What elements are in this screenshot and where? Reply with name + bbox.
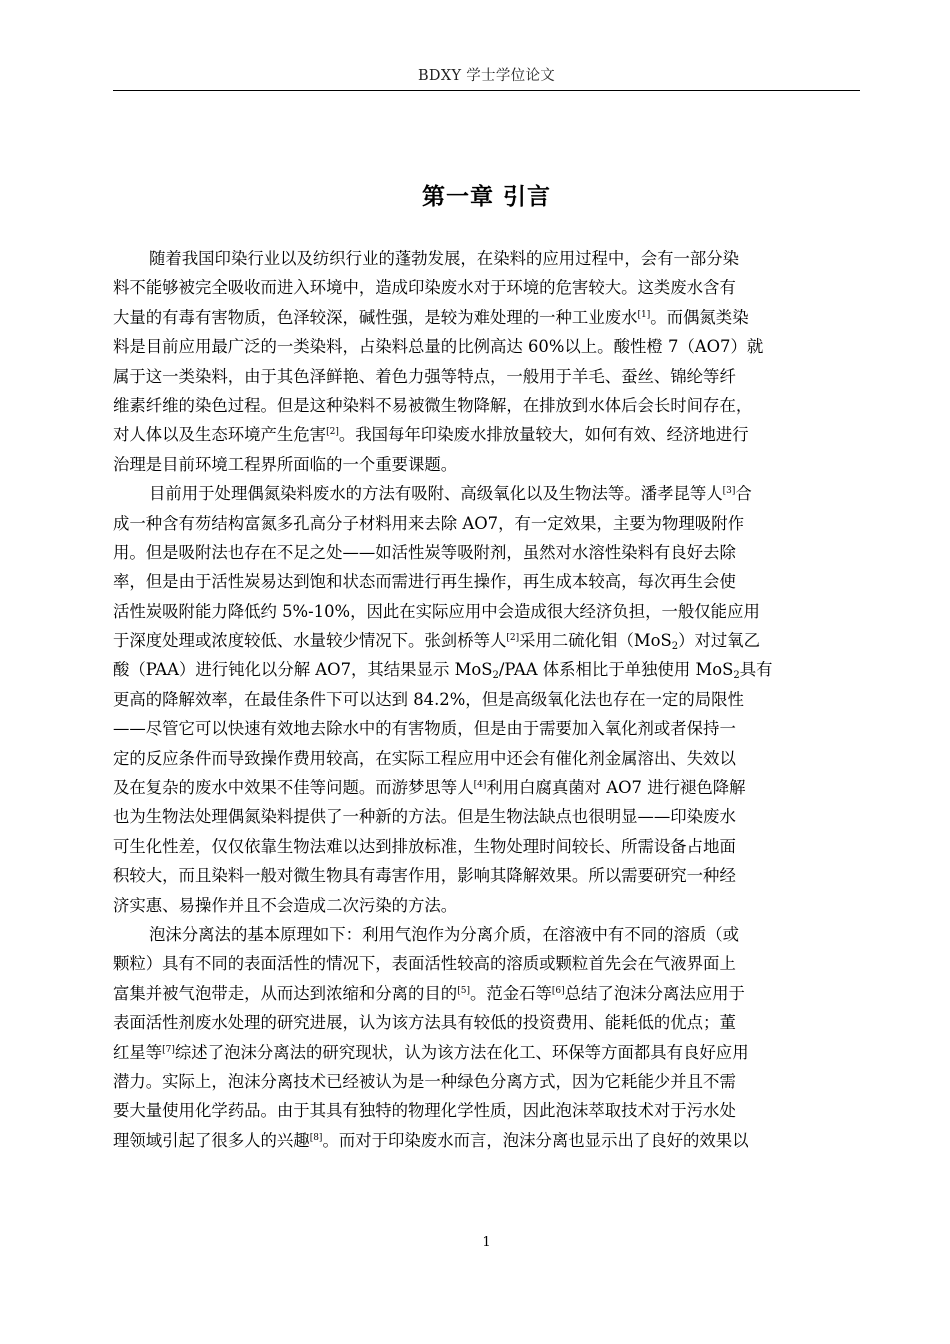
text-line: 料不能够被完全吸收而进入环境中，造成印染废水对于环境的危害较大。这类废水含有 xyxy=(113,278,736,298)
citation: [5] xyxy=(457,985,470,996)
text-line: 颗粒）具有不同的表面活性的情况下，表面活性较高的溶质或颗粒首先会在气液界面上 xyxy=(113,954,736,974)
citation: [1] xyxy=(637,309,651,320)
body-text xyxy=(113,244,860,1155)
text-line: 目前用于处理偶氮染料废水的方法有吸附、高级氧化以及生物法等。潘孝昆等人[3]合 xyxy=(149,484,752,504)
subscript: 2 xyxy=(671,641,679,653)
text-line: 活性炭吸附能力降低约 5%-10%，因此在实际应用中会造成很大经济负担，一般仅能应用 xyxy=(113,601,760,621)
text-line: 表面活性剂废水处理的研究进展，认为该方法具有较低的投资费用、能耗低的优点；董 xyxy=(113,1013,736,1033)
text-line: 红星等[7]综述了泡沫分离法的研究现状，认为该方法在化工、环保等方面都具有良好应用 xyxy=(113,1042,749,1062)
header-rule xyxy=(113,90,860,91)
subscript: 2 xyxy=(733,670,740,682)
text-line: 及在复杂的废水中效果不佳等问题。而游梦思等人[4]利用白腐真菌对 AO7 进行褪色降解 xyxy=(113,778,746,798)
text-line: 酸（PAA）进行钝化以分解 AO7，其结果显示 MoS$_2$/PAA 体系相比于单独使用 MoS$_2$具有 xyxy=(113,660,773,682)
text-line: 泡沫分离法的基本原理如下：利用气泡作为分离介质，在溶液中有不同的溶质（或 xyxy=(149,924,740,944)
citation: [7] xyxy=(162,1044,175,1055)
citation: [2] xyxy=(326,427,339,438)
page-number: 1 xyxy=(482,1235,491,1250)
text-line: 随着我国印染行业以及纺织行业的蓬勃发展，在染料的应用过程中，会有一部分染 xyxy=(149,249,740,268)
text-line: 维素纤维的染色过程。但是这种染料不易被微生物降解，在排放到水体后会长时间存在， xyxy=(113,395,753,415)
text-line: 成一种含有芴结构富氮多孔高分子材料用来去除 AO7，有一定效果，主要为物理吸附作 xyxy=(113,513,744,533)
text-line: ——尽管它可以快速有效地去除水中的有害物质，但是由于需要加入氧化剂或者保持一 xyxy=(113,719,736,739)
subscript: 2 xyxy=(492,670,499,682)
text-line: 治理是目前环境工程界所面临的一个重要课题。 xyxy=(113,454,458,474)
text-line: 于深度处理或浓度较低、水量较少情况下。张剑桥等人[2]采用二硫化钼（MoS$_2$）对过氧乙 xyxy=(113,631,761,653)
text-line: 大量的有毒有害物质，色泽较深，碱性强，是较为难处理的一种工业废水[1]。而偶氮类染 xyxy=(113,307,749,327)
text-line: 定的反应条件而导致操作费用较高，在实际工程应用中还会有催化剂金属溶出、失效以 xyxy=(113,748,736,768)
text-line: 潜力。实际上，泡沫分离技术已经被认为是一种绿色分离方式，因为它耗能少并且不需 xyxy=(113,1071,736,1091)
text-line: 理领域引起了很多人的兴趣[8]。而对于印染废水而言，泡沫分离也显示出了良好的效果以 xyxy=(113,1130,749,1150)
text-line: 用。但是吸附法也存在不足之处——如活性炭等吸附剂，虽然对水溶性染料有良好去除 xyxy=(113,542,736,562)
text-line: 更高的降解效率，在最佳条件下可以达到 84.2%，但是高级氧化法也存在一定的局限性 xyxy=(113,689,744,709)
chapter-title: 第一章 引言 xyxy=(421,184,551,210)
citation: [2] xyxy=(506,633,520,644)
text-line: 率，但是由于活性炭易达到饱和状态而需进行再生操作，再生成本较高，每次再生会使 xyxy=(113,572,736,592)
citation: [3] xyxy=(722,486,736,497)
text-line: 料是目前应用最广泛的一类染料，占染料总量的比例高达 60%以上。酸性橙 7（AO7）就 xyxy=(113,337,764,357)
text-line: 属于这一类染料，由于其色泽鲜艳、着色力强等特点，一般用于羊毛、蚕丝、锦纶等纤 xyxy=(113,366,736,386)
citation: [4] xyxy=(473,780,487,791)
page-header: BDXY 学士学位论文 xyxy=(417,68,556,84)
text-line: 也为生物法处理偶氮染料提供了一种新的方法。但是生物法缺点也很明显——印染废水 xyxy=(113,807,736,827)
citation: [8] xyxy=(309,1132,323,1143)
text-line: 对人体以及生态环境产生危害[2]。我国每年印染废水排放量较大，如何有效、经济地进行 xyxy=(113,425,749,445)
text-line: 可生化性差，仅仅依靠生物法难以达到排放标准，生物处理时间较长、所需设备占地面 xyxy=(113,836,736,856)
text-line: 富集并被气泡带走，从而达到浓缩和分离的目的[5]。范金石等[6]总结了泡沫分离法应用于 xyxy=(113,983,745,1003)
text-line: 济实惠、易操作并且不会造成二次污染的方法。 xyxy=(113,895,458,915)
text-line: 要大量使用化学药品。由于其具有独特的物理化学性质，因此泡沫萃取技术对于污水处 xyxy=(113,1101,736,1121)
citation: [6] xyxy=(551,985,565,996)
text-line: 积较大，而且染料一般对微生物具有毒害作用，影响其降解效果。所以需要研究一种经 xyxy=(113,866,736,886)
